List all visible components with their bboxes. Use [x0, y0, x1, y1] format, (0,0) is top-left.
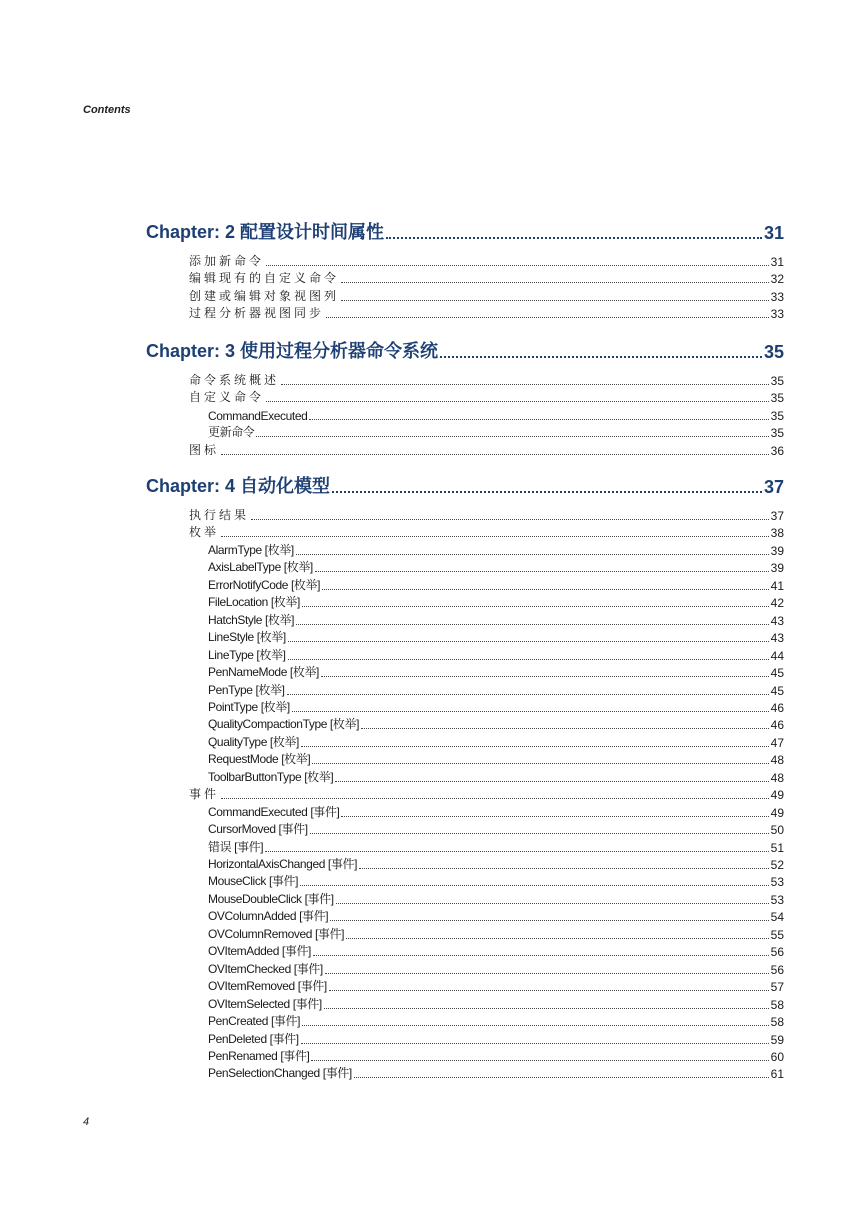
dot-leader: [313, 955, 769, 956]
dot-leader: [310, 833, 769, 834]
toc-entry[interactable]: [208, 908, 784, 924]
toc-entry[interactable]: [208, 559, 784, 575]
toc-entry-title: CursorMoved [事件]: [208, 822, 308, 837]
dot-leader: [221, 798, 769, 799]
toc-page-number: 55: [770, 927, 784, 942]
toc-entry-title: OVColumnRemoved [事件]: [208, 926, 345, 941]
toc-entry[interactable]: [208, 716, 784, 732]
toc-entry[interactable]: [208, 647, 784, 663]
toc-entry-title: LineType [枚举]: [208, 647, 286, 662]
toc-page-number: 57: [770, 980, 784, 995]
toc-entry-title: 添加新命令: [189, 254, 265, 268]
dot-leader: [341, 300, 769, 301]
dot-leader: [300, 885, 769, 886]
toc-page-number: 37: [770, 509, 784, 523]
toc-entry-title: 事件: [189, 787, 220, 802]
dot-leader: [266, 265, 769, 266]
dot-leader: [336, 903, 769, 904]
toc-entry-title: AxisLabelType [枚举]: [208, 560, 313, 575]
toc-entry[interactable]: [208, 407, 784, 423]
dot-leader: [341, 282, 769, 283]
toc-page-number: 45: [770, 666, 784, 681]
toc-page-number: 39: [770, 543, 784, 558]
toc-page-number: 60: [770, 1049, 784, 1064]
toc-entry[interactable]: [208, 926, 784, 942]
toc-entry-title: PenSelectionChanged [事件]: [208, 1066, 352, 1081]
dot-leader: [324, 1008, 769, 1009]
toc-entry-title: OVItemChecked [事件]: [208, 961, 323, 976]
toc-entry[interactable]: [208, 996, 784, 1012]
toc-entry[interactable]: [189, 253, 784, 269]
toc-page-number: 59: [770, 1032, 784, 1047]
dot-leader: [296, 554, 769, 555]
toc-entry[interactable]: [208, 891, 784, 907]
toc-entry-title: 编辑现有的自定义命令: [189, 271, 340, 286]
toc-entry[interactable]: [208, 839, 784, 855]
toc-page-number: 56: [770, 945, 784, 960]
toc-entry-title: LineStyle [枚举]: [208, 630, 286, 645]
toc-chapter[interactable]: [146, 339, 784, 363]
toc-page-number: 33: [770, 289, 784, 304]
toc-entry-title: 图标: [189, 442, 220, 457]
toc-entry[interactable]: [189, 305, 784, 321]
toc-entry[interactable]: [189, 442, 784, 458]
toc-page-number: 32: [770, 272, 784, 287]
toc-entry[interactable]: [208, 424, 784, 440]
toc-entry-title: 创建或编辑对象视图列: [189, 288, 340, 303]
toc-entry-title: 执行结果: [189, 508, 250, 522]
toc-entry-title: PenType [枚举]: [208, 682, 285, 697]
toc-page-number: 53: [770, 875, 784, 890]
toc-page-number: 53: [770, 892, 784, 907]
toc-entry[interactable]: [208, 734, 784, 750]
toc-page-number: 46: [770, 700, 784, 715]
toc-page-number: 51: [770, 840, 784, 855]
toc-entry[interactable]: [189, 270, 784, 286]
toc-entry-title: PenRenamed [事件]: [208, 1048, 310, 1063]
toc-page-number: 52: [770, 858, 784, 872]
toc-entry[interactable]: [208, 804, 784, 820]
dot-leader: [221, 536, 769, 537]
toc-entry[interactable]: [208, 751, 784, 767]
toc-entry-title: 错误 [事件]: [208, 839, 264, 854]
toc-entry[interactable]: [208, 961, 784, 977]
dot-leader: [359, 868, 769, 869]
toc-entry-title: Chapter: 2 配置设计时间属性: [146, 222, 385, 242]
toc-entry-title: PointType [枚举]: [208, 699, 290, 714]
dot-leader: [266, 401, 769, 402]
toc-page-number: 38: [770, 526, 784, 541]
toc-entry[interactable]: [208, 682, 784, 698]
toc-entry[interactable]: [189, 372, 784, 388]
toc-entry-title: OVItemRemoved [事件]: [208, 979, 327, 994]
dot-leader: [315, 571, 769, 572]
toc-page-number: 43: [770, 631, 784, 646]
toc-entry-title: PenCreated [事件]: [208, 1014, 301, 1029]
toc-page-number: 54: [770, 910, 784, 925]
toc-page-number: 47: [770, 735, 784, 750]
toc-entry-title: Chapter: 4 自动化模型: [146, 476, 331, 496]
dot-leader: [332, 491, 762, 493]
dot-leader: [329, 990, 769, 991]
toc-entry[interactable]: [208, 629, 784, 645]
toc-page-number: 31: [763, 223, 784, 243]
dot-leader: [326, 317, 769, 318]
dot-leader: [322, 589, 769, 590]
toc-entry[interactable]: [189, 786, 784, 802]
dot-leader: [288, 659, 769, 660]
dot-leader: [288, 641, 769, 642]
dot-leader: [301, 746, 769, 747]
toc-entry-title: 枚举: [189, 525, 220, 540]
dot-leader: [296, 624, 769, 625]
toc-entry[interactable]: [208, 943, 784, 959]
dot-leader: [256, 436, 768, 437]
dot-leader: [265, 851, 768, 852]
dot-leader: [311, 1060, 768, 1061]
toc-entry[interactable]: [208, 978, 784, 994]
toc-page-number: 58: [770, 997, 784, 1012]
toc-entry[interactable]: [208, 664, 784, 680]
toc-page-number: 35: [770, 391, 784, 406]
toc-entry-title: RequestMode [枚举]: [208, 752, 311, 767]
toc-entry-title: AlarmType [枚举]: [208, 542, 294, 557]
toc-entry[interactable]: [208, 856, 784, 872]
toc-page-number: 46: [770, 718, 784, 733]
dot-leader: [321, 676, 769, 677]
dot-leader: [440, 356, 762, 358]
toc-entry-title: FileLocation [枚举]: [208, 595, 300, 610]
toc-page-number: 44: [770, 648, 784, 663]
toc-entry[interactable]: [189, 524, 784, 540]
toc-page-number: 35: [770, 426, 784, 441]
toc-entry-title: MouseDoubleClick [事件]: [208, 891, 334, 906]
toc-page-number: 42: [770, 596, 784, 611]
toc-entry-title: QualityType [枚举]: [208, 734, 299, 749]
toc-page-number: 49: [770, 805, 784, 820]
toc-entry-title: QualityCompactionType [枚举]: [208, 717, 359, 732]
toc-entry[interactable]: [208, 821, 784, 837]
dot-leader: [251, 519, 769, 520]
toc-page-number: 50: [770, 823, 784, 838]
dot-leader: [341, 816, 768, 817]
dot-leader: [292, 711, 769, 712]
dot-leader: [221, 454, 769, 455]
toc-entry-title: ToolbarButtonType [枚举]: [208, 769, 334, 784]
running-header: Contents: [83, 104, 131, 116]
dot-leader: [330, 920, 768, 921]
toc-entry[interactable]: [208, 612, 784, 628]
toc-page-number: 33: [770, 307, 784, 322]
toc-page-number: 35: [770, 374, 784, 388]
toc-entry-title: CommandExecuted [事件]: [208, 804, 340, 819]
toc-entry-title: PenDeleted [事件]: [208, 1031, 299, 1046]
dot-leader: [309, 419, 768, 420]
toc-entry[interactable]: [208, 577, 784, 593]
toc-page-number: 41: [770, 578, 784, 593]
page-number: 4: [83, 1116, 90, 1128]
toc-entry-title: 过程分析器视图同步: [189, 306, 325, 321]
toc-entry-title: 更新命令: [208, 425, 255, 440]
toc-entry-title: HorizontalAxisChanged [事件]: [208, 857, 358, 871]
toc-entry-title: 命令系统概述: [189, 373, 280, 387]
dot-leader: [335, 781, 768, 782]
toc-entry-title: CommandExecuted: [208, 408, 308, 423]
toc-entry[interactable]: [189, 288, 784, 304]
dot-leader: [302, 1025, 769, 1026]
toc-entry-title: OVItemAdded [事件]: [208, 944, 311, 959]
toc-entry[interactable]: [208, 769, 784, 785]
toc-page-number: 48: [770, 770, 784, 785]
dot-leader: [346, 938, 769, 939]
toc-entry-title: MouseClick [事件]: [208, 874, 299, 889]
dot-leader: [301, 1043, 769, 1044]
toc-page-number: 43: [770, 613, 784, 628]
dot-leader: [361, 728, 769, 729]
toc-page-number: 36: [770, 443, 784, 458]
dot-leader: [325, 973, 769, 974]
toc-page-number: 37: [763, 477, 784, 497]
toc-chapter[interactable]: [146, 474, 784, 498]
toc-entry[interactable]: [208, 1048, 784, 1064]
toc-entry-title: 自定义命令: [189, 390, 265, 405]
toc-entry-title: Chapter: 3 使用过程分析器命令系统: [146, 341, 439, 361]
toc-entry[interactable]: [189, 389, 784, 405]
toc-page-number: 45: [770, 683, 784, 698]
toc-entry-title: OVItemSelected [事件]: [208, 996, 322, 1011]
toc-entry[interactable]: [208, 1065, 784, 1081]
toc-entry[interactable]: [208, 1013, 784, 1029]
toc-chapter[interactable]: [146, 220, 784, 244]
toc-entry-title: HatchStyle [枚举]: [208, 612, 295, 627]
toc-entry[interactable]: [208, 594, 784, 610]
toc-entry[interactable]: [208, 873, 784, 889]
dot-leader: [281, 384, 769, 385]
toc-entry[interactable]: [189, 507, 784, 523]
toc-entry-title: OVColumnAdded [事件]: [208, 909, 329, 924]
toc-page-number: 35: [763, 342, 784, 362]
toc-page-number: 58: [770, 1015, 784, 1030]
toc-page-number: 39: [770, 561, 784, 576]
dot-leader: [386, 237, 762, 239]
toc-entry-title: ErrorNotifyCode [枚举]: [208, 577, 321, 592]
toc-page-number: 31: [770, 255, 784, 269]
dot-leader: [354, 1077, 769, 1078]
dot-leader: [302, 606, 769, 607]
toc-page-number: 56: [770, 962, 784, 977]
toc-page-number: 49: [770, 788, 784, 803]
toc-page-number: 35: [770, 408, 784, 423]
toc-entry[interactable]: [208, 1031, 784, 1047]
toc-page-number: 61: [770, 1067, 784, 1082]
toc-entry-title: PenNameMode [枚举]: [208, 665, 319, 680]
dot-leader: [312, 763, 768, 764]
toc-entry[interactable]: [208, 542, 784, 558]
dot-leader: [287, 694, 769, 695]
toc-page-number: 48: [770, 753, 784, 768]
toc-entry[interactable]: [208, 699, 784, 715]
